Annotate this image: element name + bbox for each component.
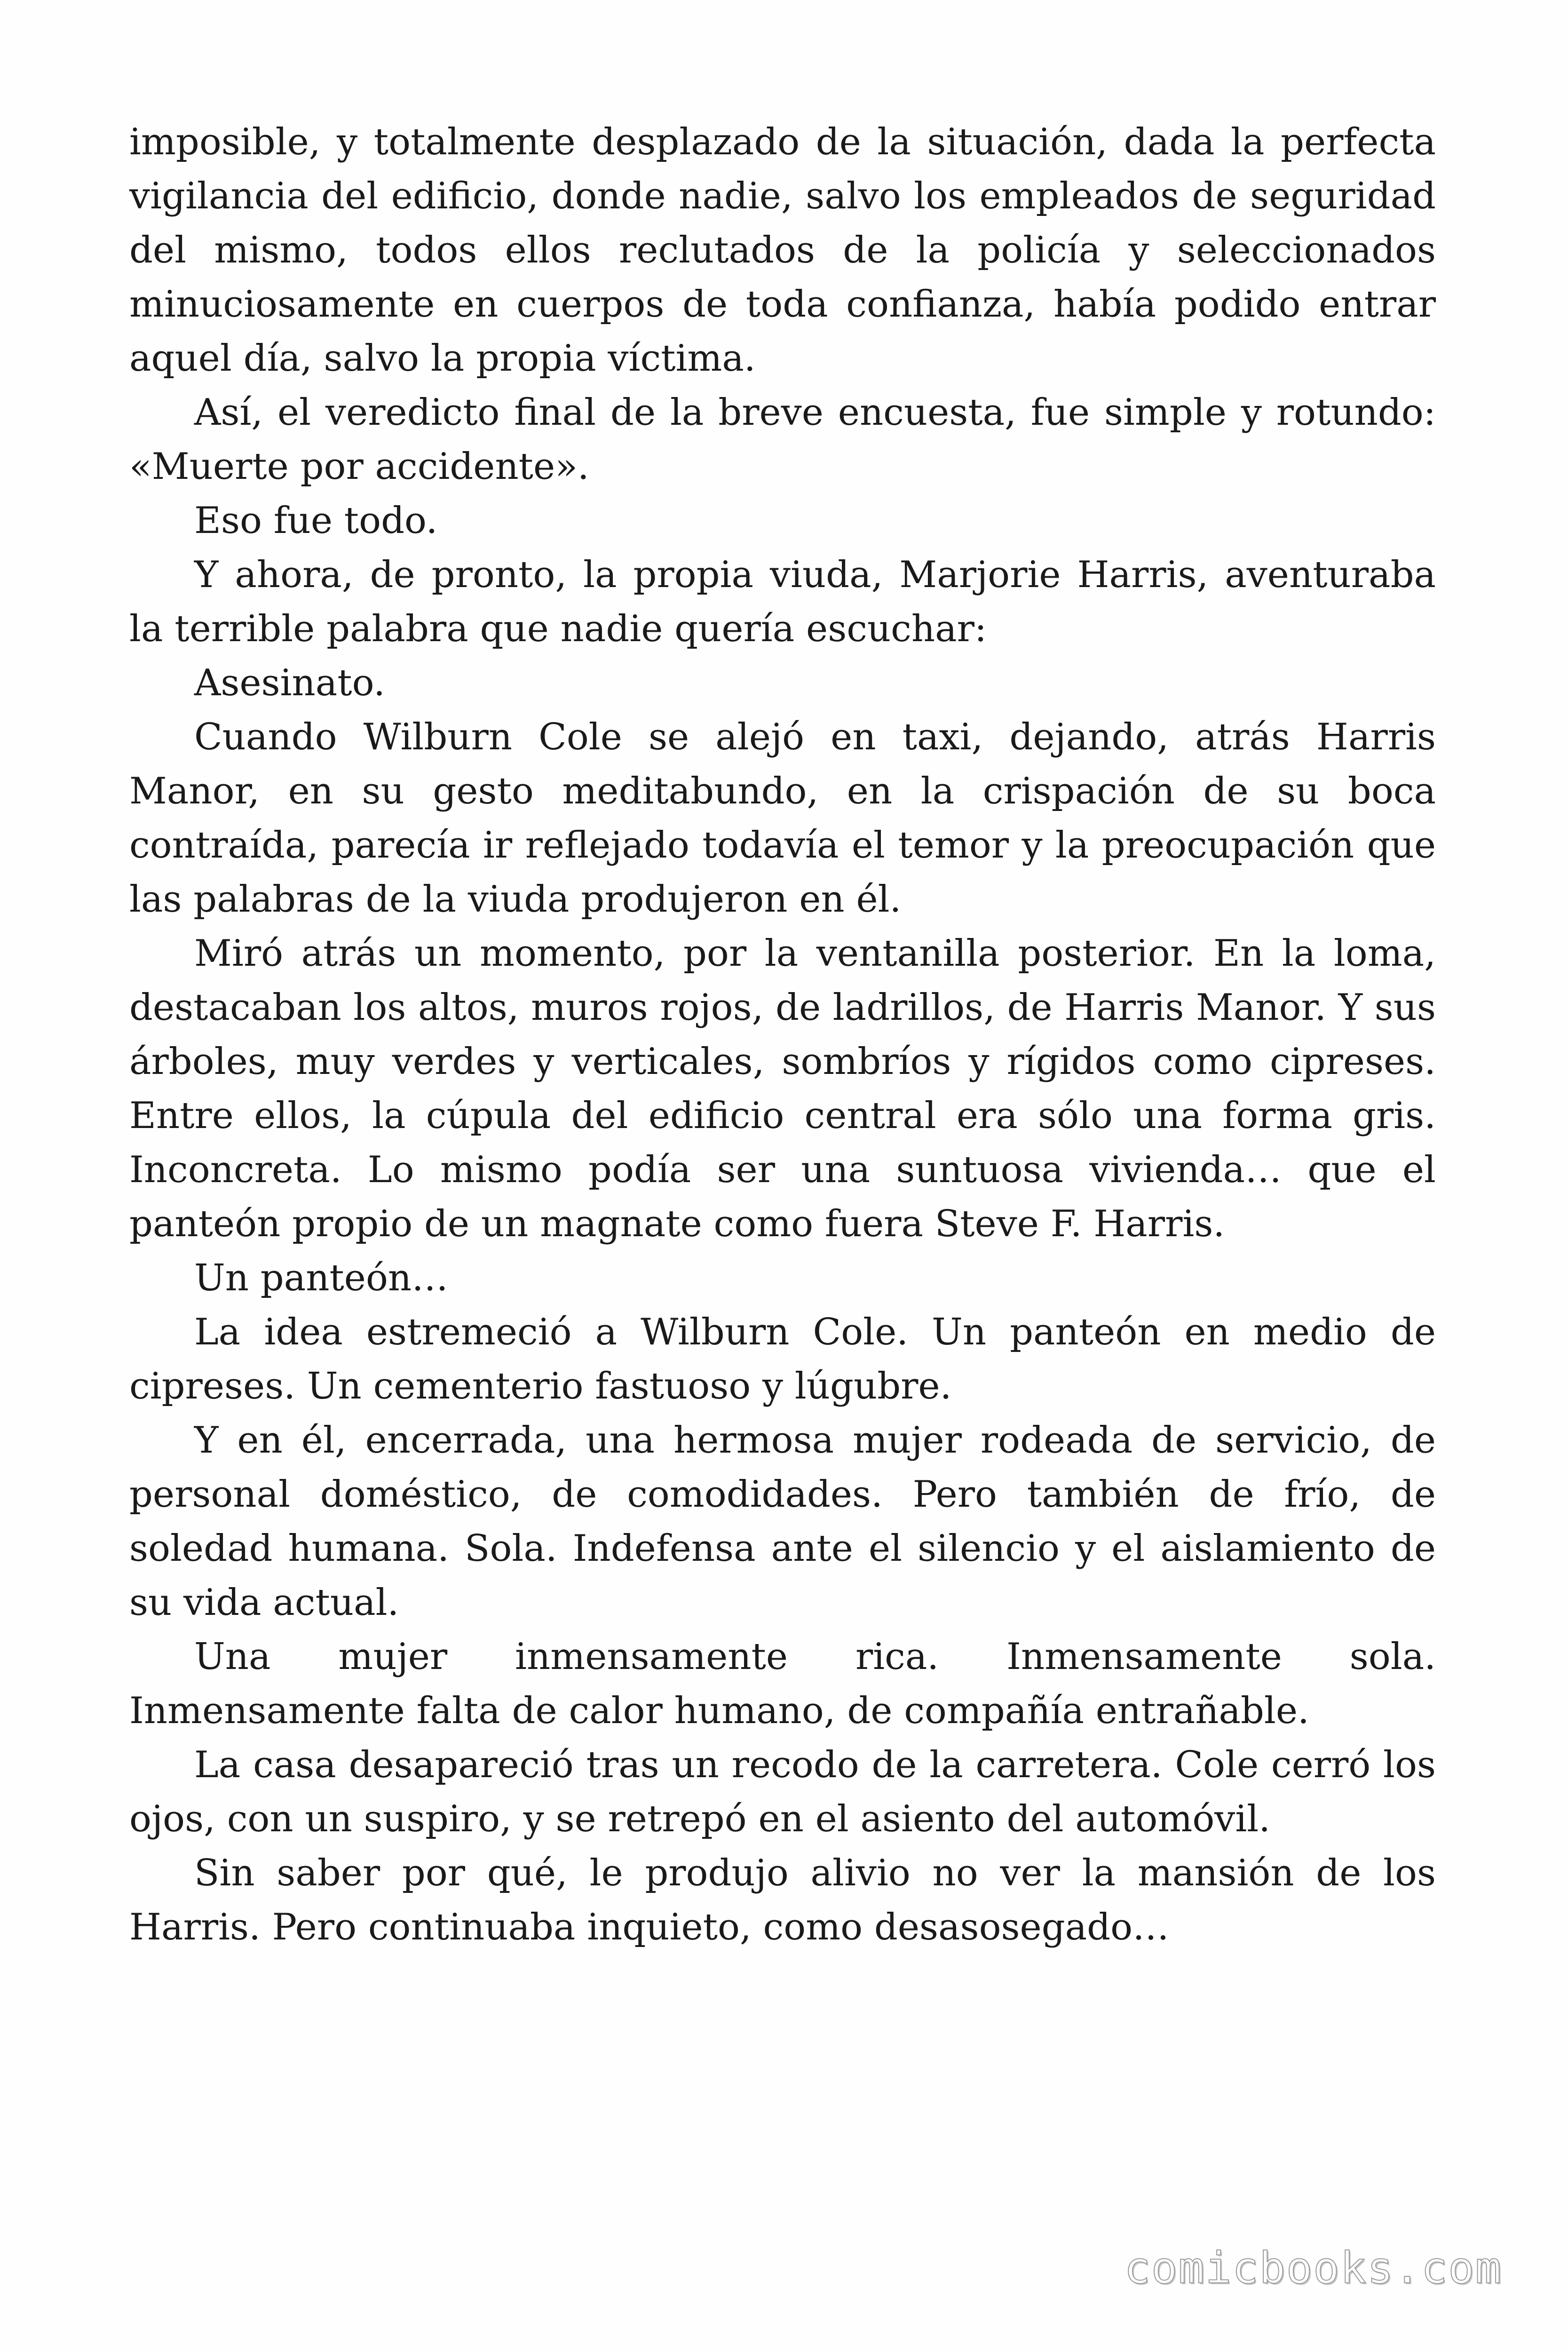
paragraph: Y ahora, de pronto, la propia viuda, Marjorie Harris, aventuraba la terrible palabra que nadie quería escuchar: xyxy=(129,554,1436,650)
paragraph: La casa desapareció tras un recodo de la carretera. Cole cerró los ojos, con un suspiro, y se retrepó en el asiento del automóvil. xyxy=(129,1744,1436,1840)
paragraph: Un panteón… xyxy=(194,1257,449,1299)
paragraph: Eso fue todo. xyxy=(194,500,438,542)
paragraph: Cuando Wilburn Cole se alejó en taxi, dejando, atrás Harris Manor, en su gesto meditabundo, en la crispación de su boca contraída, parecía ir reflejado todavía el temor y la preocupación que las palabras de la viuda produjeron en él. xyxy=(129,716,1436,921)
paragraph: imposible, y totalmente desplazado de la situación, dada la perfecta vigilancia del edificio, donde nadie, salvo los empleados de seguridad del mismo, todos ellos reclutados de la policía y seleccionados minuciosamente en cuerpos de toda confianza, había podido entrar aquel día, salvo la propia víctima. xyxy=(129,121,1436,380)
paragraph: La idea estremeció a Wilburn Cole. Un panteón en medio de cipreses. Un cementerio fastuoso y lúgubre. xyxy=(129,1311,1436,1407)
body-text xyxy=(129,115,1436,1955)
paragraph: Miró atrás un momento, por la ventanilla posterior. En la loma, destacaban los altos, muros rojos, de ladrillos, de Harris Manor. Y sus árboles, muy verdes y verticales, sombríos y rígidos como cipreses. Entre ellos, la cúpula del edificio central era sólo una forma gris. Inconcreta. Lo mismo podía ser una suntuosa vivienda… que el panteón propio de un magnate como fuera Steve F. Harris. xyxy=(129,932,1436,1245)
paragraph: Y en él, encerrada, una hermosa mujer rodeada de servicio, de personal doméstico, de comodidades. Pero también de frío, de soledad humana. Sola. Indefensa ante el silencio y el aislamiento de su vida actual. xyxy=(129,1419,1436,1624)
paragraph: Una mujer inmensamente rica. Inmensamente sola. Inmensamente falta de calor humano, de compañía entrañable. xyxy=(129,1636,1436,1732)
paragraph: Asesinato. xyxy=(194,662,385,704)
paragraph: Así, el veredicto final de la breve encuesta, fue simple y rotundo: «Muerte por accidente». xyxy=(129,391,1436,488)
paragraph: Sin saber por qué, le produjo alivio no ver la mansión de los Harris. Pero continuaba inquieto, como desasosegado… xyxy=(129,1852,1436,1948)
watermark-logo: comicbooks.com xyxy=(1124,2243,1502,2293)
